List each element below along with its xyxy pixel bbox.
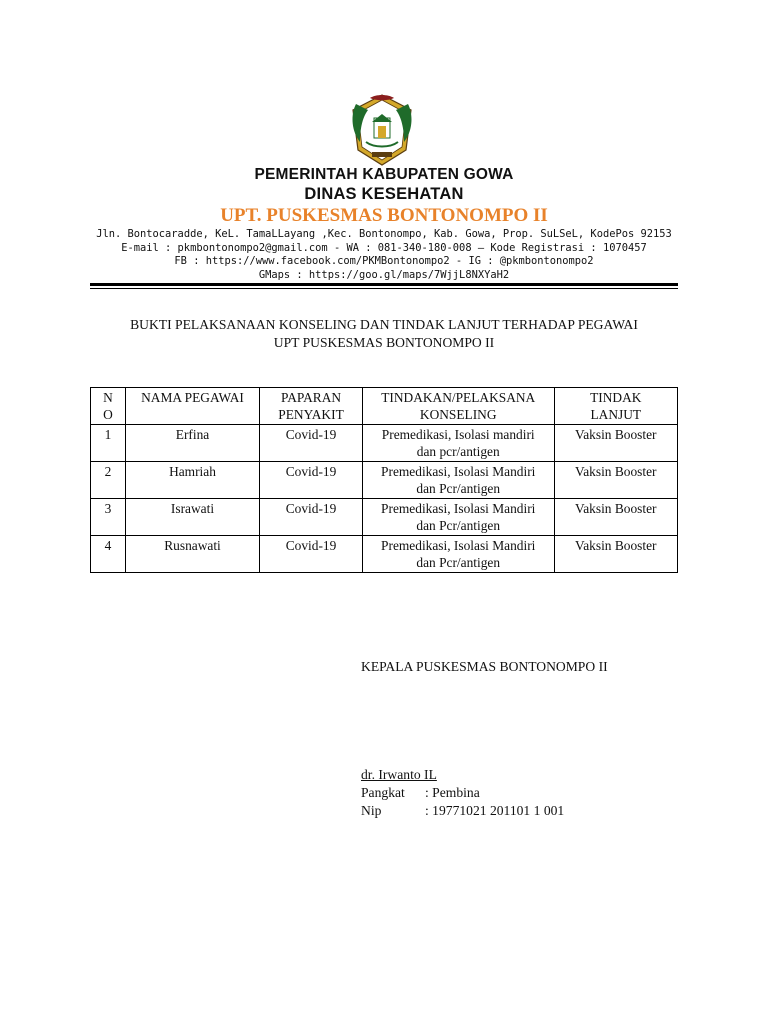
counseling-table [90,387,678,573]
header-cell-nama: NAMA PEGAWAI [125,388,259,425]
cell-paparan: Covid-19 [260,536,363,573]
cell-paparan: Covid-19 [260,425,363,462]
signature-nip [361,802,564,820]
cell-tindakan: Premedikasi, Isolasi Mandiri dan Pcr/antigen [362,499,554,536]
nip-value: : 19771021 201101 1 001 [425,803,565,818]
cell-paparan: Covid-19 [260,499,363,536]
cell-no: 4 [91,536,126,573]
cell-nama: Israwati [125,499,259,536]
nip-label: Nip [361,803,382,818]
cell-tindakan: Premedikasi, Isolasi Mandiri dan Pcr/antigen [362,536,554,573]
header-organization-name: UPT. PUSKESMAS BONTONOMPO II [220,205,548,226]
maps-line: GMaps : https://goo.gl/maps/7WjjL8NXYaH2 [258,268,510,281]
document-title [0,316,768,352]
cell-tindak-lanjut: Vaksin Booster [554,499,677,536]
signature-role: KEPALA PUSKESMAS BONTONOMPO II [361,659,608,674]
cell-tindak-lanjut: Vaksin Booster [554,536,677,573]
document-title-line-1: BUKTI PELAKSANAAN KONSELING DAN TINDAK LANJUT TERHADAP PEGAWAI [130,317,638,332]
signature-name: dr. Irwanto IL [361,767,437,782]
cell-paparan: Covid-19 [260,462,363,499]
cell-tindakan: Premedikasi, Isolasi mandiri dan pcr/antigen [362,425,554,462]
header-cell-no: N O [91,388,126,425]
table-row [91,425,678,462]
address-line: Jln. Bontocaradde, KeL. TamaLLayang ,Kec. Bontonompo, Kab. Gowa, Prop. SuLSeL, KodePos 92153 [96,228,672,240]
cell-tindakan: Premedikasi, Isolasi Mandiri dan Pcr/antigen [362,462,554,499]
header-government-name: PEMERINTAH KABUPATEN GOWA [254,166,514,183]
rank-value: : Pembina [425,785,480,800]
table-row [91,536,678,573]
header-department-name: DINAS KESEHATAN [304,185,464,203]
cell-no: 1 [91,425,126,462]
cell-tindak-lanjut: Vaksin Booster [554,425,677,462]
table-header-row [91,388,678,425]
header-cell-tindak-lanjut: TINDAK LANJUT [554,388,677,425]
gowa-regency-emblem-icon [348,92,416,168]
cell-nama: Hamriah [125,462,259,499]
header-cell-paparan: PAPARAN PENYAKIT [260,388,363,425]
document-title-line-2: UPT PUSKESMAS BONTONOMPO II [273,335,495,350]
table-row [91,462,678,499]
header-divider-thin [90,288,678,289]
header-cell-tindakan: TINDAKAN/PELAKSANA KONSELING [362,388,554,425]
cell-no: 2 [91,462,126,499]
table-row [91,499,678,536]
contact-line: E-mail : pkmbontonompo2@gmail.com - WA : 081-340-180-008 – Kode Registrasi : 1070457 [121,241,647,254]
signature-rank [361,784,480,802]
cell-nama: Rusnawati [125,536,259,573]
cell-no: 3 [91,499,126,536]
header-divider-thick [90,283,678,286]
header-address-block [0,228,768,282]
social-line: FB : https://www.facebook.com/PKMBontonompo2 - IG : @pkmbontonompo2 [174,255,594,267]
cell-tindak-lanjut: Vaksin Booster [554,462,677,499]
rank-label: Pangkat [361,785,405,800]
cell-nama: Erfina [125,425,259,462]
